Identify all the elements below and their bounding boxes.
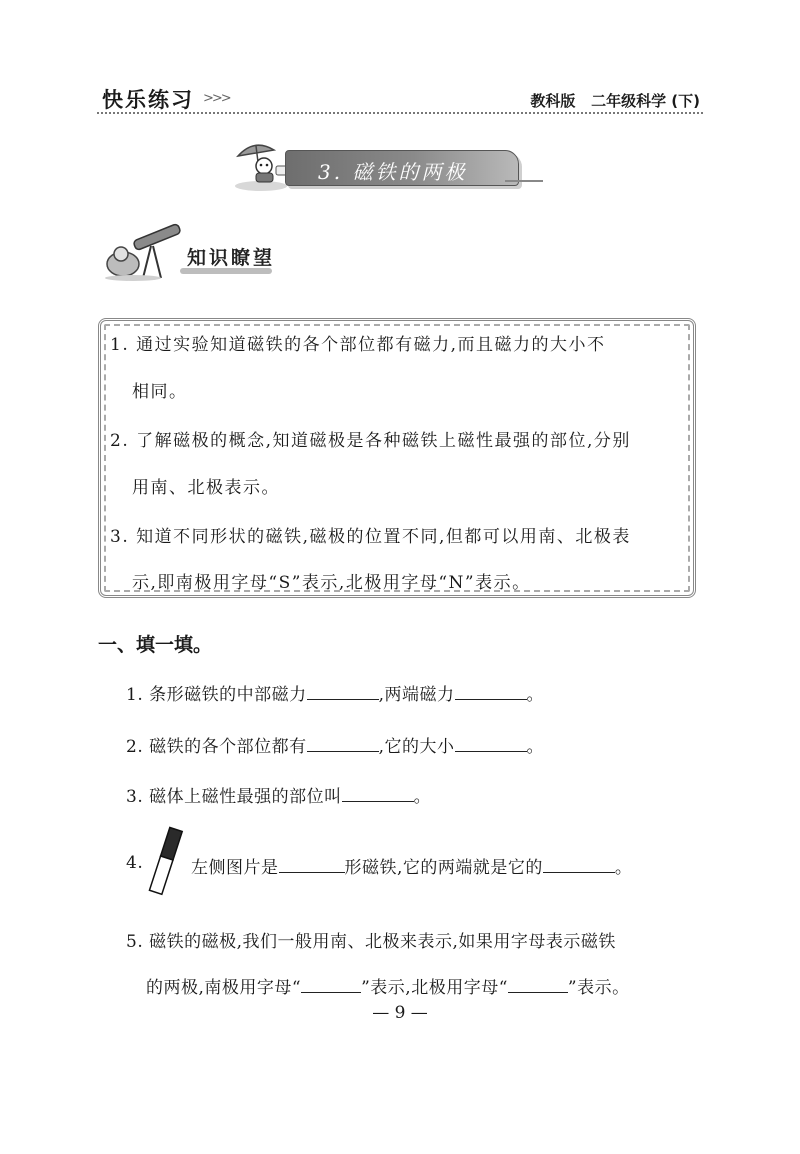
knowledge-item-3-line-2: 示,即南极用字母“S”表示,北极用字母“N”表示。 — [132, 573, 531, 593]
question-5-blank-2[interactable] — [508, 974, 568, 993]
series-arrows: >>> — [203, 91, 230, 106]
grade-subject-label: 二年级科学 (下) — [591, 92, 700, 110]
question-1-blank-2[interactable] — [455, 681, 527, 700]
question-1-text-c: 。 — [526, 685, 545, 705]
question-2-text-a: 2. 磁铁的各个部位都有 — [126, 737, 307, 757]
question-5-blank-1[interactable] — [301, 974, 361, 993]
telescope-icon — [103, 218, 185, 282]
question-5-text-c: ”表示,北极用字母“ — [361, 978, 508, 998]
knowledge-box — [98, 318, 696, 598]
header-divider — [97, 112, 703, 114]
question-1-text-a: 1. 条形磁铁的中部磁力 — [126, 685, 307, 705]
question-1-text-b: ,两端磁力 — [378, 685, 455, 705]
question-2 — [126, 732, 544, 757]
bar-magnet-icon — [148, 826, 184, 898]
knowledge-item-2-line-2: 用南、北极表示。 — [132, 478, 280, 498]
question-2-text-b: ,它的大小 — [378, 737, 455, 757]
page-number: — 9 — — [372, 1003, 428, 1023]
question-4-text-b: 形磁铁,它的两端就是它的 — [344, 858, 543, 878]
exercise-heading: 一、填一填。 — [98, 634, 213, 656]
question-2-text-c: 。 — [526, 737, 545, 757]
section-title: 知识瞭望 — [187, 247, 276, 269]
lesson-title: 3. 磁铁的两极 — [318, 160, 468, 184]
question-4 — [191, 853, 632, 878]
question-5-text-b: 的两极,南极用字母“ — [146, 978, 302, 998]
question-1 — [126, 680, 544, 705]
knowledge-item-3-line-1: 3. 知道不同形状的磁铁,磁极的位置不同,但都可以用南、北极表 — [110, 527, 631, 547]
edition-label: 教科版 — [530, 92, 576, 110]
knowledge-item-2-line-1: 2. 了解磁极的概念,知道磁极是各种磁铁上磁性最强的部位,分别 — [110, 431, 631, 451]
knowledge-item-1-line-2: 相同。 — [132, 382, 188, 402]
question-2-blank-1[interactable] — [307, 733, 379, 752]
question-5-line-2 — [146, 973, 630, 998]
book-info — [530, 90, 700, 111]
series-title: 快乐练习 — [102, 88, 194, 112]
question-5-text-d: ”表示。 — [567, 978, 630, 998]
knowledge-item-1-line-1: 1. 通过实验知道磁铁的各个部位都有磁力,而且磁力的大小不 — [110, 335, 606, 355]
question-5-line-1: 5. 磁铁的磁极,我们一般用南、北极来表示,如果用字母表示磁铁 — [126, 932, 616, 952]
banner-tail-line — [505, 180, 543, 182]
question-2-blank-2[interactable] — [455, 733, 527, 752]
question-1-blank-1[interactable] — [307, 681, 379, 700]
question-3-text-a: 3. 磁体上磁性最强的部位叫 — [126, 787, 342, 807]
question-4-text-a: 左侧图片是 — [191, 858, 279, 878]
question-3-text-b: 。 — [413, 787, 432, 807]
question-4-blank-1[interactable] — [279, 854, 345, 873]
question-4-blank-2[interactable] — [543, 854, 615, 873]
umbrella-character-icon — [230, 136, 292, 192]
question-4-number: 4. — [126, 853, 144, 873]
question-3-blank-1[interactable] — [342, 783, 414, 802]
question-4-text-c: 。 — [614, 858, 633, 878]
question-3 — [126, 782, 431, 807]
